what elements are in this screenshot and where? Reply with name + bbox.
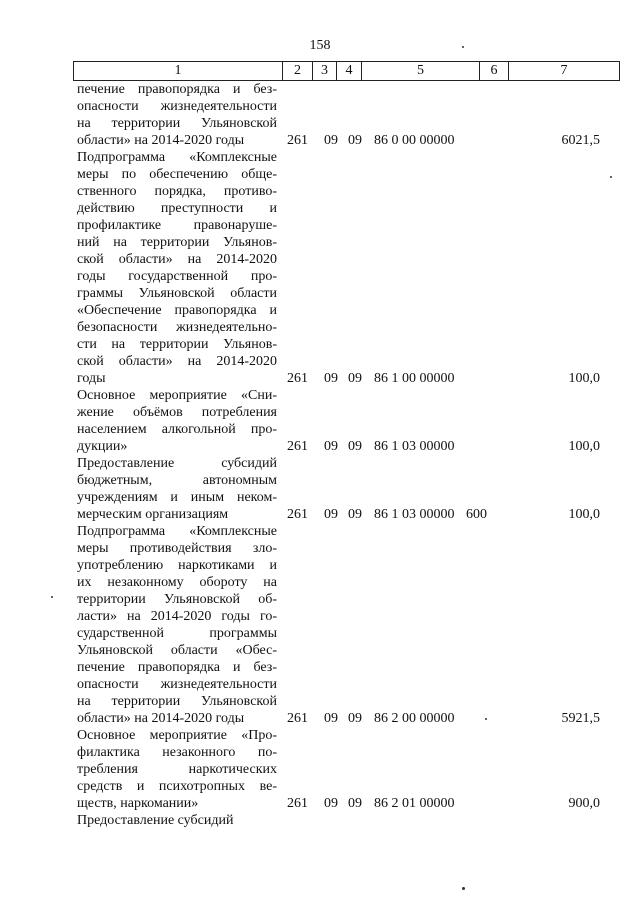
section-code: 09 xyxy=(324,507,338,522)
column-header-2: 2 xyxy=(283,62,313,81)
description-line: ской области» на 2014-2020 xyxy=(77,354,277,369)
description-line: средств и психотропных ве- xyxy=(77,779,277,794)
description-line: употреблению наркотиками и xyxy=(77,558,277,573)
description-line: бюджетным, автономным xyxy=(77,473,277,488)
section-code: 09 xyxy=(324,796,338,811)
table-row xyxy=(0,149,640,387)
table-row xyxy=(0,812,640,829)
description-line: области» на 2014-2020 годы xyxy=(77,711,245,726)
target-article-code: 86 1 03 00000 xyxy=(374,439,455,454)
column-header-row xyxy=(74,62,620,81)
section-code: 09 xyxy=(324,711,338,726)
target-article-code: 86 2 01 00000 xyxy=(374,796,455,811)
description-line: годы государственной про- xyxy=(77,269,277,284)
page-number: 158 xyxy=(309,38,331,53)
row-codes xyxy=(0,795,640,812)
description-line: Подпрограмма «Комплексные xyxy=(77,524,277,539)
row-description xyxy=(77,149,277,387)
description-line: Основное мероприятие «Про- xyxy=(77,728,277,743)
description-line: печение правопорядка и без- xyxy=(77,660,277,675)
subsection-code: 09 xyxy=(348,711,362,726)
description-line: безопасности жизнедеятельно- xyxy=(77,320,277,335)
description-line: годы xyxy=(77,371,106,386)
description-line: Основное мероприятие «Сни- xyxy=(77,388,277,403)
table-row xyxy=(0,455,640,523)
description-line: меры по обеспечению обще- xyxy=(77,167,277,182)
description-line: меры противодействия зло- xyxy=(77,541,277,556)
column-header-table xyxy=(73,61,620,81)
admin-code: 261 xyxy=(287,439,308,454)
table-row xyxy=(0,727,640,812)
description-line: сти на территории Ульянов- xyxy=(77,337,277,352)
description-line: мерческим организациям xyxy=(77,507,229,522)
amount-value: 900,0 xyxy=(568,796,600,811)
description-line: их незаконному обороту на xyxy=(77,575,277,590)
target-article-code: 86 0 00 00000 xyxy=(374,133,455,148)
description-line: жение объёмов потребления xyxy=(77,405,277,420)
description-line: ний на территории Ульянов- xyxy=(77,235,277,250)
subsection-code: 09 xyxy=(348,439,362,454)
scan-speck xyxy=(610,176,612,178)
description-line: Предоставление субсидий xyxy=(77,456,277,471)
scan-speck xyxy=(485,718,487,720)
column-header-5: 5 xyxy=(362,62,480,81)
subsection-code: 09 xyxy=(348,507,362,522)
description-line: на территории Ульяновской xyxy=(77,116,277,131)
table-row xyxy=(0,523,640,727)
target-article-code: 86 1 03 00000 xyxy=(374,507,455,522)
column-header-4: 4 xyxy=(337,62,362,81)
description-line: ской области» на 2014-2020 xyxy=(77,252,277,267)
description-line: ственного порядка, противо- xyxy=(77,184,277,199)
description-line: граммы Ульяновской области xyxy=(77,286,277,301)
description-line: опасности жизнедеятельности xyxy=(77,99,277,114)
description-line: Подпрограмма «Комплексные xyxy=(77,150,277,165)
description-line: действию преступности и xyxy=(77,201,277,216)
row-codes xyxy=(0,132,640,149)
admin-code: 261 xyxy=(287,711,308,726)
scan-speck xyxy=(462,46,464,48)
description-line: ласти» на 2014-2020 годы го- xyxy=(77,609,277,624)
description-line: ществ, наркомании» xyxy=(77,796,199,811)
row-codes xyxy=(0,506,640,523)
scan-speck xyxy=(51,596,53,598)
description-line: Предоставление субсидий xyxy=(77,813,234,828)
description-line: опасности жизнедеятельности xyxy=(77,677,277,692)
description-line: Ульяновской области «Обес- xyxy=(77,643,277,658)
column-header-7: 7 xyxy=(509,62,620,81)
subsection-code: 09 xyxy=(348,796,362,811)
description-line: области» на 2014-2020 годы xyxy=(77,133,245,148)
column-header-6: 6 xyxy=(480,62,509,81)
description-line: филактика незаконного по- xyxy=(77,745,277,760)
amount-value: 100,0 xyxy=(568,507,600,522)
admin-code: 261 xyxy=(287,371,308,386)
admin-code: 261 xyxy=(287,796,308,811)
description-line: профилактике правонаруше- xyxy=(77,218,277,233)
expense-type-code: 600 xyxy=(466,507,487,522)
table-row xyxy=(0,387,640,455)
description-line: дукции» xyxy=(77,439,128,454)
column-header-3: 3 xyxy=(313,62,337,81)
row-description xyxy=(77,523,277,727)
description-line: требления наркотических xyxy=(77,762,277,777)
section-code: 09 xyxy=(324,133,338,148)
description-line: учреждениям и иным неком- xyxy=(77,490,277,505)
description-line: населением алкогольной про- xyxy=(77,422,277,437)
description-line: на территории Ульяновской xyxy=(77,694,277,709)
admin-code: 261 xyxy=(287,507,308,522)
table-row xyxy=(0,81,640,149)
target-article-code: 86 1 00 00000 xyxy=(374,371,455,386)
amount-value: 6021,5 xyxy=(561,133,600,148)
amount-value: 5921,5 xyxy=(561,711,600,726)
admin-code: 261 xyxy=(287,133,308,148)
section-code: 09 xyxy=(324,439,338,454)
amount-value: 100,0 xyxy=(568,371,600,386)
amount-value: 100,0 xyxy=(568,439,600,454)
description-line: «Обеспечение правопорядка и xyxy=(77,303,277,318)
description-line: территории Ульяновской об- xyxy=(77,592,277,607)
description-line: сударственной программы xyxy=(77,626,277,641)
subsection-code: 09 xyxy=(348,133,362,148)
budget-rows xyxy=(0,81,640,829)
row-codes xyxy=(0,710,640,727)
row-codes xyxy=(0,370,640,387)
description-line: печение правопорядка и без- xyxy=(77,82,277,97)
row-codes xyxy=(0,438,640,455)
column-header-1: 1 xyxy=(74,62,283,81)
row-codes xyxy=(0,812,640,829)
subsection-code: 09 xyxy=(348,371,362,386)
scan-speck xyxy=(462,887,465,890)
section-code: 09 xyxy=(324,371,338,386)
target-article-code: 86 2 00 00000 xyxy=(374,711,455,726)
